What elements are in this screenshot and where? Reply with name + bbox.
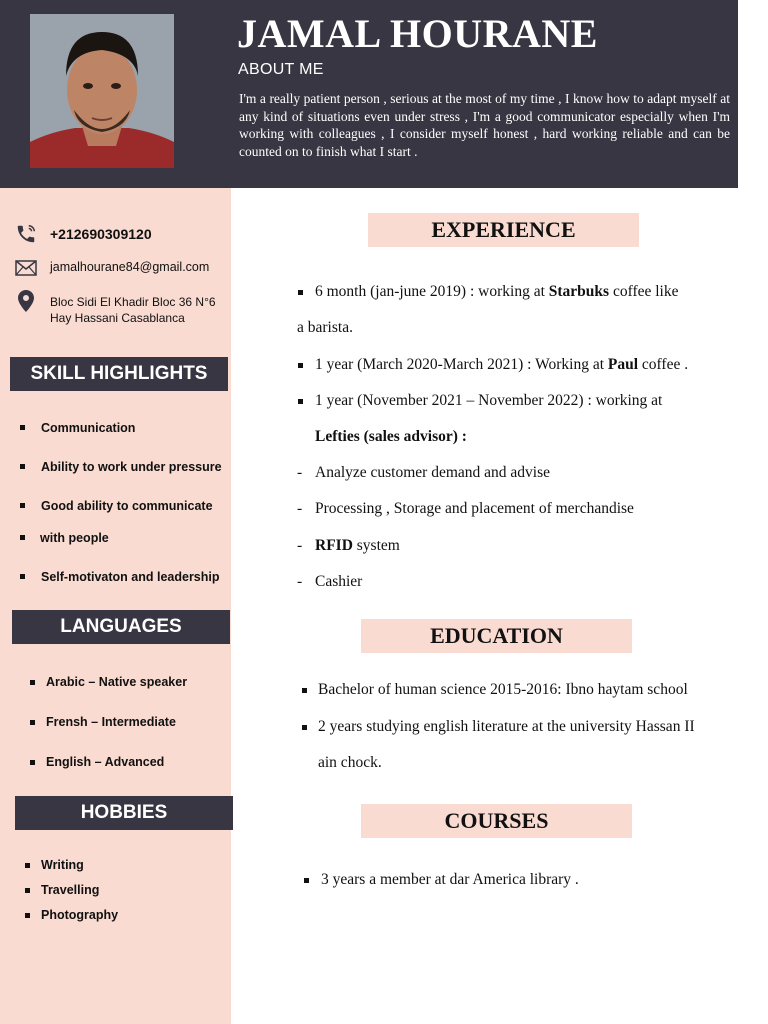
experience-item: 6 month (jan-june 2019) : working at Starbuks coffee like — [315, 283, 679, 300]
bullet-marker — [302, 725, 307, 730]
skill-item: Communication — [20, 412, 225, 444]
hobbies-list — [25, 853, 220, 928]
education-heading: EDUCATION — [361, 619, 632, 653]
contact-email — [14, 257, 209, 279]
hobby-item: Travelling — [25, 878, 220, 903]
experience-task: RFID system — [315, 537, 400, 554]
about-me-text: I'm a really patient person , serious at the most of my time , I know how to adapt myself at any kind of situations even under stress , I'm a good communicator especially when I'm working with colleagues , I consider myself honest , hard working reliable and can be counted on to finish what I start . — [239, 91, 730, 159]
education-item-continuation: ain chock. — [318, 754, 382, 771]
address-line-1: Bloc Sidi El Khadir Bloc 36 N°6 — [50, 295, 216, 309]
experience-item-continuation: Lefties (sales advisor) : — [315, 428, 467, 445]
skills-list — [20, 412, 225, 600]
location-pin-icon — [14, 290, 38, 312]
experience-task: Processing , Storage and placement of merchandise — [315, 500, 634, 517]
contact-phone — [14, 223, 152, 245]
experience-item-continuation: a barista. — [297, 319, 353, 336]
experience-heading: EXPERIENCE — [368, 213, 639, 247]
course-item: 3 years a member at dar America library . — [321, 871, 579, 888]
experience-task: Analyze customer demand and advise — [315, 464, 550, 481]
language-item: English – Advanced — [30, 755, 225, 770]
language-item: Arabic – Native speaker — [30, 675, 225, 690]
experience-item: 1 year (November 2021 – November 2022) : working at — [315, 392, 663, 409]
bullet-marker — [304, 878, 309, 883]
dash-marker: - — [297, 537, 303, 554]
dash-marker: - — [297, 500, 303, 517]
hobby-item: Photography — [25, 903, 220, 928]
about-me-heading: ABOUT ME — [238, 61, 324, 78]
experience-item: 1 year (March 2020-March 2021) : Working at Paul coffee . — [315, 356, 689, 373]
experience-task: Cashier — [315, 573, 363, 590]
education-item: Bachelor of human science 2015-2016: Ibno haytam school — [318, 681, 688, 698]
hobbies-heading: HOBBIES — [15, 796, 233, 830]
profile-photo — [30, 14, 174, 168]
courses-heading: COURSES — [361, 804, 632, 838]
bullet-marker — [298, 290, 303, 295]
phone-number: +212690309120 — [50, 226, 152, 242]
language-item: Frensh – Intermediate — [30, 715, 225, 730]
address-line-2: Hay Hassani Casablanca — [50, 311, 185, 325]
email-address: jamalhourane84@gmail.com — [50, 260, 210, 274]
skills-heading: SKILL HIGHLIGHTS — [10, 357, 228, 391]
skill-item-continuation: with people — [20, 522, 225, 554]
person-name: JAMAL HOURANE — [237, 11, 598, 56]
dash-marker: - — [297, 464, 303, 481]
skill-item: Self-motivaton and leadership — [20, 561, 225, 593]
bullet-marker — [298, 399, 303, 404]
address-text — [50, 290, 216, 326]
contact-address — [14, 290, 216, 326]
skill-item: Ability to work under pressure — [20, 451, 225, 483]
languages-heading: LANGUAGES — [12, 610, 230, 644]
envelope-icon — [14, 257, 38, 279]
hobby-item: Writing — [25, 853, 220, 878]
dash-marker: - — [297, 573, 303, 590]
education-item: 2 years studying english literature at the university Hassan II — [318, 718, 695, 735]
languages-list — [30, 675, 225, 795]
bullet-marker — [298, 363, 303, 368]
skill-item: Good ability to communicate — [20, 490, 225, 522]
phone-icon — [14, 223, 38, 245]
bullet-marker — [302, 688, 307, 693]
